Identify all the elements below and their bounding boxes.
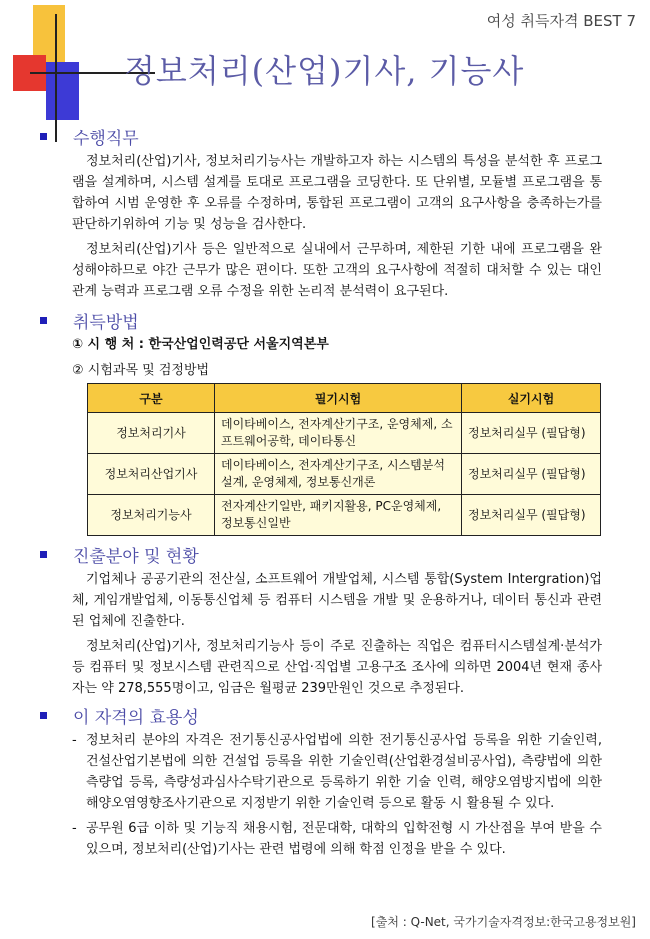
table-cell-written: 전자계산기일반, 패키지활용, PC운영체제, 정보통신일반	[215, 495, 462, 536]
career-paragraph-2: 정보처리(산업)기사, 정보처리기능사 등이 주로 진출하는 직업은 컴퓨터시스템설계·분석가 등 컴퓨터 및 정보시스템 관련직으로 산업·직업별 고용구조 조사에 의하면 2004년 현재 종사자는 약 278,555명이고, 임금은 월평균 239만원인 것으로 추정된다.	[72, 639, 602, 696]
usefulness-item-1	[36, 730, 602, 814]
source-citation: [출처 : Q-Net, 국가기술자격정보:한국고용정보원]	[371, 915, 636, 929]
usefulness-text-1: 정보처리 분야의 자격은 전기통신공사업법에 의한 전기통신공사업 등록을 위한 기술인력, 건설산업기본법에 의한 건설업 등록을 위한 기술인력(산업환경설비공사업), 측량법에 의한 측량업 등록, 측량성과심사수탁기관으로 등록하기 위한 기술 인력, 해양오염방지법에 의한 해양오염영향조사기관으로 지정받기 위한 기술인력 등으로 활동 시 활용될 수 있다.	[86, 733, 602, 811]
table-cell-practical: 정보처리실무 (필답형)	[462, 413, 601, 454]
table-cell-category: 정보처리기능사	[88, 495, 215, 536]
dash-mark: -	[72, 821, 77, 836]
table-header-row	[88, 384, 601, 413]
section-heading-text: 진출분야 및 현황	[73, 547, 199, 567]
table-header-cell: 실기시험	[462, 384, 601, 413]
decor-vertical-line	[55, 14, 57, 142]
bullet-icon	[40, 712, 47, 719]
table-row	[88, 495, 601, 536]
duties-paragraph-1: 정보처리(산업)기사, 정보처리기능사는 개발하고자 하는 시스템의 특성을 분석한 후 프로그램을 설계하며, 시스템 설계를 토대로 프로그램을 코딩한다. 또 단위별, 모듈별 프로그램을 통합하여 시범 운영한 후 오류를 수정하며, 통합된 프로그램이 고객의 요구사항을 충족하는가를 판단하기위하여 기능 및 성능을 검사한다.	[72, 154, 602, 232]
table-cell-written: 데이타베이스, 전자계산기구조, 운영체제, 소프트웨어공학, 데이타통신	[215, 413, 462, 454]
page-title: 정보처리(산업)기사, 기능사	[124, 52, 525, 90]
usefulness-text-2: 공무원 6급 이하 및 기능직 채용시험, 전문대학, 대학의 입학전형 시 가산점을 부여 받을 수 있으며, 정보처리(산업)기사는 관련 법령에 의해 학점 인정을 받을 수 있다.	[86, 821, 602, 857]
series-label: 여성 취득자격 BEST 7	[486, 12, 636, 30]
bullet-icon	[40, 317, 47, 324]
acquire-item-agency: ① 시 행 처 : 한국산업인력공단 서울지역본부	[72, 337, 329, 352]
section-heading-text: 취득방법	[73, 313, 139, 333]
section-usefulness-heading	[36, 703, 602, 728]
table-header-cell: 필기시험	[215, 384, 462, 413]
dash-mark: -	[72, 733, 77, 748]
table-cell-category: 정보처리산업기사	[88, 454, 215, 495]
section-career-heading	[36, 542, 602, 567]
bullet-icon	[40, 551, 47, 558]
section-acquire-heading	[36, 308, 602, 333]
table-cell-practical: 정보처리실무 (필답형)	[462, 454, 601, 495]
table-cell-category: 정보처리기사	[88, 413, 215, 454]
table-row	[88, 413, 601, 454]
section-heading-text: 수행직무	[73, 129, 139, 149]
acquire-item-subjects: ② 시험과목 및 검정방법	[72, 363, 210, 378]
table-row	[88, 454, 601, 495]
exam-table	[87, 383, 601, 536]
table-cell-written: 데이타베이스, 전자계산기구조, 시스템분석설계, 운영체제, 정보통신개론	[215, 454, 462, 495]
content	[36, 124, 602, 860]
section-duties-heading	[36, 124, 602, 149]
career-paragraph-1: 기업체나 공공기관의 전산실, 소프트웨어 개발업체, 시스템 통합(System Intergration)업체, 게임개발업체, 이동통신업체 등 컴퓨터 시스템을 개발 및 운용하거나, 데이터 통신과 관련된 업체에 진출한다.	[72, 572, 602, 629]
bullet-icon	[40, 133, 47, 140]
table-cell-practical: 정보처리실무 (필답형)	[462, 495, 601, 536]
section-heading-text: 이 자격의 효용성	[73, 708, 199, 728]
duties-paragraph-2: 정보처리(산업)기사 등은 일반적으로 실내에서 근무하며, 제한된 기한 내에 프로그램을 완성해야하므로 야간 근무가 많은 편이다. 또한 고객의 요구사항에 적절히 대처할 수 있는 대인관계 능력과 프로그램 오류 수정을 위한 논리적 분석력이 요구된다.	[72, 242, 602, 299]
usefulness-item-2	[36, 818, 602, 860]
decor-blue-block	[46, 62, 79, 120]
table-header-cell: 구분	[88, 384, 215, 413]
